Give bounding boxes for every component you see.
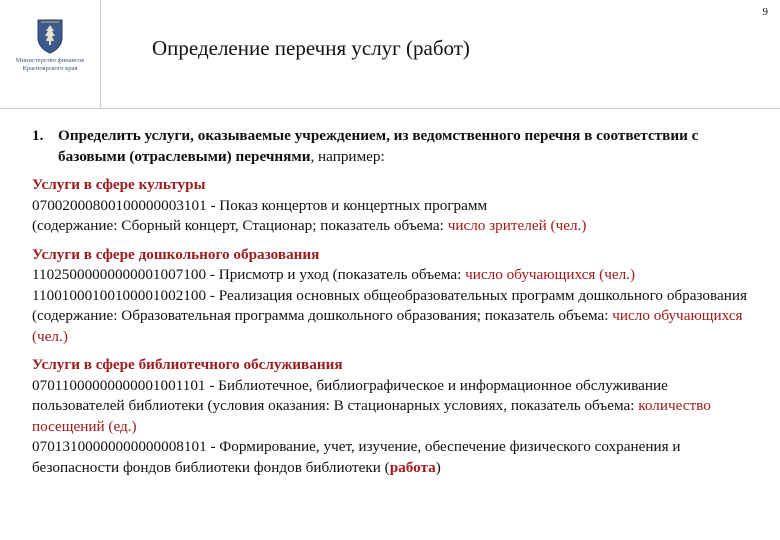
section-preschool (32, 245, 752, 348)
preschool-line-2 (32, 286, 752, 348)
logo-line-2: Красноярского края (22, 65, 78, 72)
library-work-label: работа (389, 458, 436, 476)
page-title: Определение перечня услуг (работ) (152, 36, 470, 60)
page-number: 9 (762, 6, 768, 18)
item-text (58, 126, 752, 167)
library-line-2 (32, 437, 752, 478)
section-heading-preschool: Услуги в сфере дошкольного образования (32, 245, 320, 263)
preschool-volume-indicator-2: число обучающихся (чел.) (32, 307, 743, 345)
section-library (32, 355, 752, 478)
logo-caption (14, 57, 86, 73)
library-line-2-post: ) (435, 458, 441, 476)
preschool-volume-indicator-1: число обучающихся (чел.) (465, 266, 636, 283)
ministry-logo (14, 18, 86, 73)
section-heading-library: Услуги в сфере библиотечного обслуживания (32, 356, 343, 373)
coat-of-arms-icon (35, 18, 65, 54)
main-content (32, 126, 752, 478)
preschool-line-2-text: 11001000100100001002100 - Реализация основных общеобразовательных программ дошкольного образования (содержание: Образовательная программа дошкольного образования; показатель объема: (32, 286, 747, 324)
item-rest-text: , например: (310, 147, 385, 165)
culture-line-2-text: (содержание: Сборный концерт, Стационар; показатель объема: (32, 217, 448, 234)
library-volume-indicator: количество посещений (ед.) (32, 397, 711, 435)
library-line-1 (32, 376, 752, 438)
culture-line-2 (32, 216, 752, 237)
numbered-item-1 (32, 126, 752, 167)
item-bold-text: Определить услуги, оказываемые учреждением, из ведомственного перечня в соответствии с базовыми (отраслевыми) перечнями (58, 127, 699, 165)
preschool-line-1-text: 11025000000000001007100 - Присмотр и уход (показатель объема: (32, 266, 466, 283)
library-line-2-text: 07013100000000000008101 - Формирование, учет, изучение, обеспечение физического сохранения и безопасности фондов библиотеки фондов библиотеки ( (32, 438, 681, 476)
header-horizontal-divider (0, 108, 780, 109)
preschool-line-1 (32, 265, 752, 286)
logo-line-1: Министерство финансов (15, 57, 85, 64)
section-heading-culture: Услуги в сфере культуры (32, 176, 206, 193)
culture-line-1: 07002000800100000003101 - Показ концертов и концертных программ (32, 196, 488, 214)
library-line-1-text: 07011000000000001001101 - Библиотечное, библиографическое и информационное обслуживание пользователей библиотеки (условия оказания: В стационарных условиях, показатель объема: (32, 376, 668, 414)
item-number: 1. (32, 127, 44, 144)
section-culture (32, 175, 752, 237)
culture-volume-indicator: число зрителей (чел.) (447, 217, 587, 234)
header-vertical-divider (100, 0, 101, 108)
